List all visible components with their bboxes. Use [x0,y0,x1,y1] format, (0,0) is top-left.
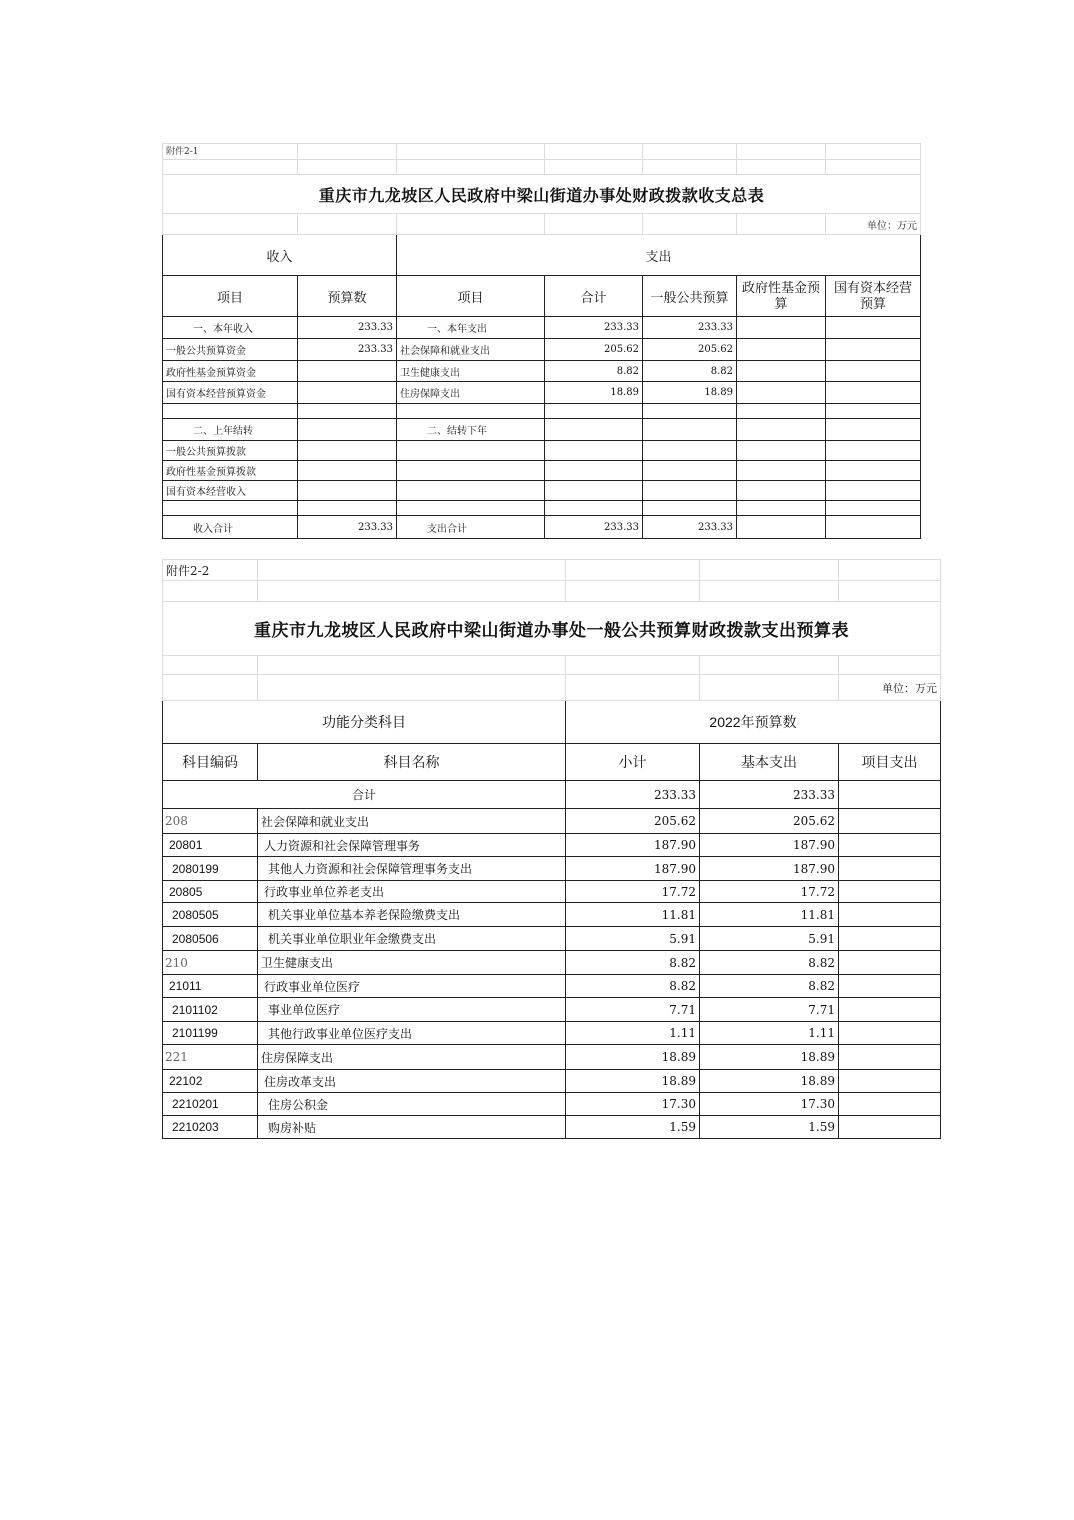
expense-header: 支出 [397,235,921,276]
table-row: 国有资本经营收入 [163,481,921,501]
table-row: 2101102 事业单位医疗 7.71 7.71 [163,998,941,1022]
table-row: 22102 住房改革支出 18.89 18.89 [163,1070,941,1093]
project-header: 项目支出 [839,744,941,781]
unit-label: 单位：万元 [826,214,921,235]
table-row: 政府性基金预算拨款 [163,461,921,481]
annex-label: 附件2-1 [163,144,298,160]
table-row: 2210203 购房补贴 1.59 1.59 [163,1116,941,1139]
table-row: 21011 行政事业单位医疗 8.82 8.82 [163,975,941,998]
func-category-header: 功能分类科目 [163,701,566,744]
table-row: 2210201 住房公积金 17.30 17.30 [163,1093,941,1116]
name-header: 科目名称 [258,744,566,781]
table-row: 一般公共预算资金 233.33 社会保障和就业支出 205.62 205.62 [163,339,921,361]
income-header: 收入 [163,235,397,276]
col-budget-header: 预算数 [298,276,397,317]
annex-label: 附件2-2 [163,560,258,581]
table-row: 2080506 机关事业单位职业年金缴费支出 5.91 5.91 [163,927,941,951]
total-row: 收入合计 233.33 支出合计 233.33 233.33 [163,516,921,539]
table-row: 221 住房保障支出 18.89 18.89 [163,1045,941,1070]
table-row: 二、上年结转 二、结转下年 [163,419,921,441]
table-row: 20801 人力资源和社会保障管理事务 187.90 187.90 [163,834,941,857]
col-fund-header: 政府性基金预算 [737,276,826,317]
table-row: 一般公共预算拨款 [163,441,921,461]
table-row: 208 社会保障和就业支出 205.62 205.62 [163,809,941,834]
total-row: 合计 233.33 233.33 [163,781,941,809]
col-state-header: 国有资本经营预算 [826,276,921,317]
budget-year-header: 2022年预算数 [566,701,941,744]
unit-label: 单位：万元 [839,675,941,701]
table-row: 国有资本经营预算资金 住房保障支出 18.89 18.89 [163,382,921,404]
subtotal-header: 小计 [566,744,700,781]
col-item2-header: 项目 [397,276,545,317]
code-header: 科目编码 [163,744,258,781]
table-row: 2080505 机关事业单位基本养老保险缴费支出 11.81 11.81 [163,903,941,927]
table-row: 政府性基金预算资金 卫生健康支出 8.82 8.82 [163,361,921,382]
table-row: 2080199 其他人力资源和社会保障管理事务支出 187.90 187.90 [163,857,941,881]
income-expense-summary-table [162,143,921,539]
basic-header: 基本支出 [700,744,839,781]
table-row: 一、本年收入 233.33 一、本年支出 233.33 233.33 [163,317,921,339]
table-title: 重庆市九龙坡区人民政府中梁山街道办事处财政拨款收支总表 [163,175,921,214]
table-row: 2101199 其他行政事业单位医疗支出 1.11 1.11 [163,1022,941,1045]
col-item-header: 项目 [163,276,298,317]
col-total-header: 合计 [545,276,643,317]
table-title: 重庆市九龙坡区人民政府中梁山街道办事处一般公共预算财政拨款支出预算表 [163,602,941,656]
general-budget-expense-table [162,559,941,1139]
col-general-header: 一般公共预算 [643,276,737,317]
table-row: 210 卫生健康支出 8.82 8.82 [163,951,941,975]
table-row: 20805 行政事业单位养老支出 17.72 17.72 [163,881,941,903]
